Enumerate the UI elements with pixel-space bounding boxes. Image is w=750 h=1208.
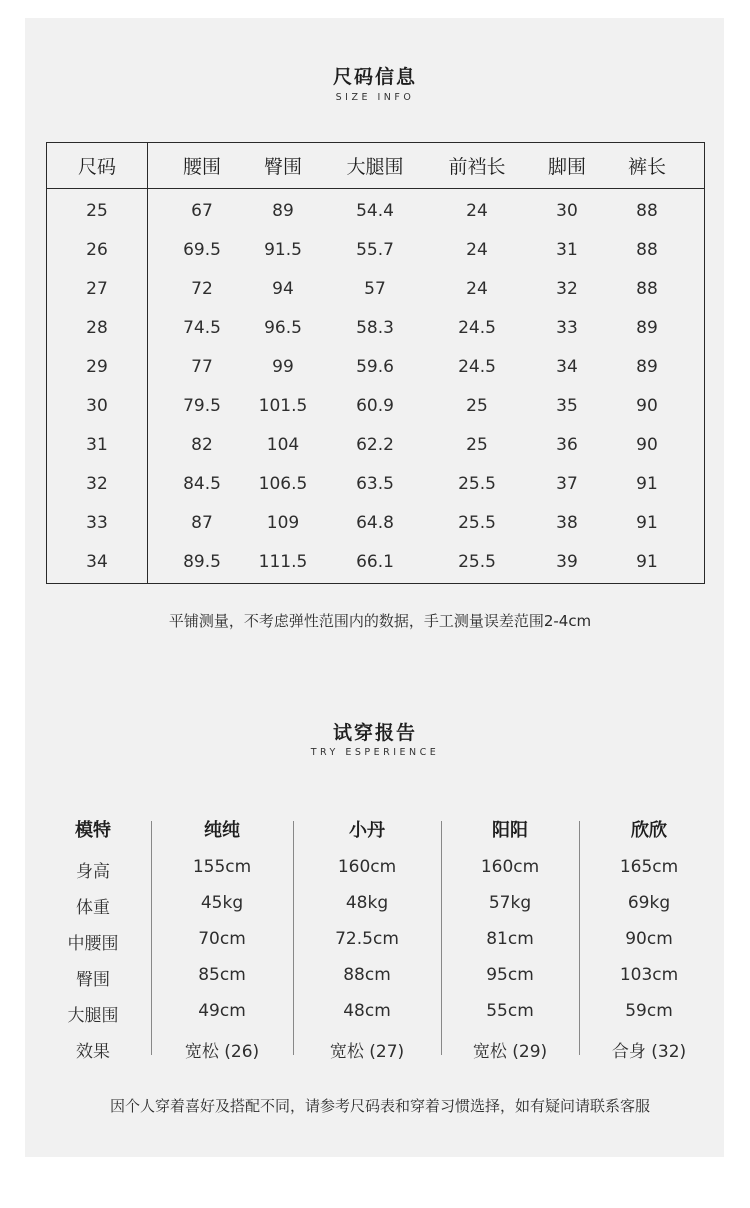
try-header-model-chunchun: 纯纯	[204, 820, 240, 841]
cell-thigh: 57	[364, 279, 386, 299]
measurement-note: 平铺测量，不考虑弹性范围内的数据，手工测量误差范围2-4cm	[168, 612, 592, 630]
cell-waist: 82	[191, 435, 213, 455]
try-cell-model-xiaodan: 88cm	[343, 965, 391, 985]
try-cell-label: 身高	[76, 862, 110, 882]
cell-leg-opening: 32	[556, 279, 578, 299]
cell-length: 90	[636, 435, 658, 455]
cell-size: 27	[86, 279, 108, 299]
cell-thigh: 60.9	[356, 396, 394, 416]
cell-front-rise: 24.5	[458, 357, 496, 377]
cell-leg-opening: 34	[556, 357, 578, 377]
cell-hip: 111.5	[258, 552, 308, 572]
try-cell-model-chunchun: 70cm	[198, 929, 246, 949]
cell-leg-opening: 33	[556, 318, 578, 338]
try-cell-model-yangyang: 55cm	[486, 1001, 534, 1021]
try-cell-model-xiaodan: 160cm	[337, 857, 397, 877]
try-cell-model-xiaodan: 48kg	[345, 893, 389, 913]
column-divider	[579, 821, 580, 1055]
cell-front-rise: 24	[466, 240, 488, 260]
cell-hip: 91.5	[264, 240, 302, 260]
cell-hip: 109	[266, 513, 300, 533]
cell-size: 25	[86, 201, 108, 221]
cell-length: 91	[636, 513, 658, 533]
cell-length: 88	[636, 279, 658, 299]
try-cell-model-chunchun: 49cm	[198, 1001, 246, 1021]
header-leg-opening: 脚围	[547, 156, 587, 178]
cell-waist: 79.5	[183, 396, 221, 416]
cell-front-rise: 25	[466, 396, 488, 416]
try-cell-model-xiaodan: 72.5cm	[335, 929, 399, 949]
try-report-subtitle: TRY ESPERIENCE	[310, 747, 440, 758]
try-cell-model-chunchun: 85cm	[198, 965, 246, 985]
header-waist: 腰围	[182, 156, 222, 178]
column-divider	[441, 821, 442, 1055]
try-cell-model-xinxin: 59cm	[625, 1001, 673, 1021]
cell-front-rise: 24	[466, 279, 488, 299]
size-table	[46, 142, 705, 584]
cell-size: 34	[86, 552, 108, 572]
try-cell-label: 中腰围	[67, 934, 119, 954]
cell-hip: 99	[272, 357, 294, 377]
cell-length: 89	[636, 318, 658, 338]
column-divider	[293, 821, 294, 1055]
cell-hip: 101.5	[258, 396, 308, 416]
try-header-model-xiaodan: 小丹	[349, 820, 385, 841]
column-divider	[151, 821, 152, 1055]
cell-front-rise: 24.5	[458, 318, 496, 338]
cell-size: 28	[86, 318, 108, 338]
header-thigh: 大腿围	[346, 156, 404, 178]
try-cell-model-xinxin: 90cm	[625, 929, 673, 949]
try-cell-model-yangyang: 57kg	[488, 893, 532, 913]
header-length: 裤长	[627, 156, 667, 178]
cell-hip: 89	[272, 201, 294, 221]
column-divider	[147, 143, 148, 583]
cell-thigh: 55.7	[356, 240, 394, 260]
try-header-label: 模特	[75, 820, 111, 841]
cell-leg-opening: 38	[556, 513, 578, 533]
header-size: 尺码	[77, 156, 117, 178]
cell-thigh: 63.5	[356, 474, 394, 494]
cell-leg-opening: 39	[556, 552, 578, 572]
cell-thigh: 62.2	[356, 435, 394, 455]
header-hip: 臀围	[263, 156, 303, 178]
try-cell-model-chunchun: 宽松 (26)	[184, 1042, 260, 1062]
cell-waist: 72	[191, 279, 213, 299]
cell-length: 90	[636, 396, 658, 416]
try-header-model-yangyang: 阳阳	[492, 820, 528, 841]
cell-waist: 89.5	[183, 552, 221, 572]
cell-waist: 84.5	[183, 474, 221, 494]
cell-thigh: 58.3	[356, 318, 394, 338]
cell-waist: 74.5	[183, 318, 221, 338]
try-header-model-xinxin: 欣欣	[631, 820, 667, 841]
cell-size: 33	[86, 513, 108, 533]
try-cell-model-yangyang: 宽松 (29)	[472, 1042, 548, 1062]
cell-thigh: 54.4	[356, 201, 394, 221]
cell-size: 26	[86, 240, 108, 260]
try-cell-model-xinxin: 合身 (32)	[611, 1042, 687, 1062]
cell-thigh: 59.6	[356, 357, 394, 377]
cell-front-rise: 25.5	[458, 513, 496, 533]
cell-hip: 96.5	[264, 318, 302, 338]
try-cell-model-xinxin: 165cm	[619, 857, 679, 877]
cell-hip: 94	[272, 279, 294, 299]
size-info-subtitle: SIZE INFO	[335, 92, 415, 103]
try-cell-model-xinxin: 69kg	[627, 893, 671, 913]
try-cell-model-yangyang: 160cm	[480, 857, 540, 877]
try-cell-label: 大腿围	[67, 1006, 119, 1026]
cell-size: 31	[86, 435, 108, 455]
try-cell-model-xiaodan: 48cm	[343, 1001, 391, 1021]
cell-size: 32	[86, 474, 108, 494]
cell-waist: 67	[191, 201, 213, 221]
cell-length: 88	[636, 240, 658, 260]
cell-thigh: 64.8	[356, 513, 394, 533]
try-cell-model-xinxin: 103cm	[619, 965, 679, 985]
try-cell-label: 臀围	[76, 970, 110, 990]
cell-size: 29	[86, 357, 108, 377]
fit-advice-note: 因个人穿着喜好及搭配不同，请参考尺码表和穿着习惯选择，如有疑问请联系客服	[109, 1097, 650, 1115]
try-cell-model-chunchun: 155cm	[192, 857, 252, 877]
try-cell-model-chunchun: 45kg	[200, 893, 244, 913]
cell-waist: 87	[191, 513, 213, 533]
cell-waist: 69.5	[183, 240, 221, 260]
cell-size: 30	[86, 396, 108, 416]
try-cell-model-xiaodan: 宽松 (27)	[329, 1042, 405, 1062]
cell-front-rise: 25.5	[458, 552, 496, 572]
cell-front-rise: 25.5	[458, 474, 496, 494]
try-cell-model-yangyang: 95cm	[486, 965, 534, 985]
try-report-title: 试穿报告	[332, 722, 417, 744]
cell-leg-opening: 30	[556, 201, 578, 221]
size-info-title: 尺码信息	[332, 66, 417, 88]
cell-length: 91	[636, 474, 658, 494]
cell-hip: 106.5	[258, 474, 308, 494]
cell-length: 88	[636, 201, 658, 221]
try-cell-label: 效果	[76, 1042, 110, 1062]
cell-front-rise: 24	[466, 201, 488, 221]
header-front-rise: 前裆长	[448, 156, 506, 178]
try-cell-label: 体重	[76, 898, 110, 918]
cell-waist: 77	[191, 357, 213, 377]
cell-leg-opening: 35	[556, 396, 578, 416]
cell-length: 91	[636, 552, 658, 572]
cell-leg-opening: 36	[556, 435, 578, 455]
cell-length: 89	[636, 357, 658, 377]
header-divider	[47, 188, 704, 189]
try-cell-model-yangyang: 81cm	[486, 929, 534, 949]
cell-leg-opening: 37	[556, 474, 578, 494]
cell-front-rise: 25	[466, 435, 488, 455]
cell-hip: 104	[266, 435, 300, 455]
cell-leg-opening: 31	[556, 240, 578, 260]
cell-thigh: 66.1	[356, 552, 394, 572]
